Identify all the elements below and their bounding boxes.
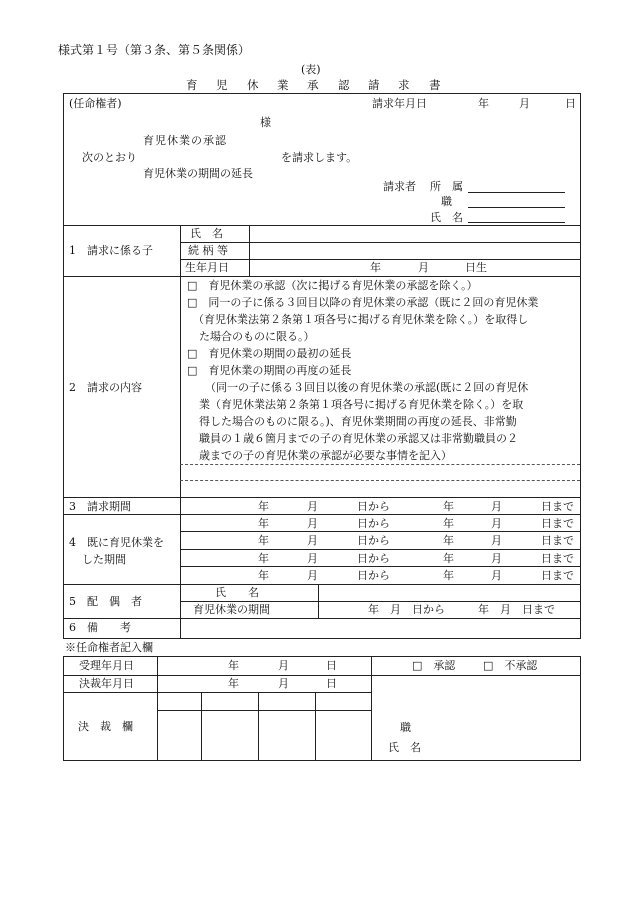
title-char: 書 [429,78,441,92]
section6-label: 6 備 考 [69,621,131,634]
section4-label-line2: した期間 [82,553,126,566]
request-date-label: 請求年月日 [372,97,427,110]
section4-label-line1: 4 既に育児休業を [69,536,164,549]
position-field[interactable] [468,207,565,208]
section2-label: 2 請求の内容 [69,381,142,394]
received-day: 日 [326,659,337,672]
affiliation-field[interactable] [468,192,565,193]
title-char: 休 [247,78,259,92]
office-note: ※任命権者記入欄 [65,641,153,654]
section1-label: 1 請求に係る子 [69,244,153,257]
child-birth-year: 年 [370,261,381,274]
to-day: 日まで [541,517,574,530]
to-day: 日まで [541,569,574,582]
approver-position-label: 職 [400,721,411,734]
from-year: 年 [258,534,269,547]
request-content-line: 得した場合のものに限る。)、育児休業期間の再度の延長、非常勤 [199,415,517,428]
from-day: 日から [357,569,390,582]
received-month: 月 [278,659,289,672]
request-content-line: 職員の１歳６箇月までの子の育児休業の承認又は非常勤職員の２ [199,432,518,445]
from-month: 月 [307,552,318,565]
to-day: 日まで [541,552,574,565]
section3-label: 3 請求期間 [69,500,131,513]
to-month: 月 [491,500,502,513]
to-day: 日まで [541,500,574,513]
from-month: 月 [307,569,318,582]
to-month: 月 [491,534,502,547]
reason-input-area[interactable] [181,466,579,479]
decision-column-label: 決 裁 欄 [78,720,133,733]
position-label: 職 [441,195,452,208]
requester-name-field[interactable] [468,222,565,223]
request-content-line: □ 同一の子に係る３回目以降の育児休業の承認（既に２回の育児休業 [187,296,539,309]
request-year-label: 年 [478,97,489,110]
title-char: 請 [368,78,380,92]
approver-name-label: 氏 名 [388,741,421,754]
from-month: 月 [307,517,318,530]
decided-year: 年 [228,677,239,690]
title-char: 認 [338,78,350,92]
from-year: 年 [258,569,269,582]
request-content-line: □ 育児休業の期間の再度の延長 [187,364,352,377]
as-follows: 次のとおり [82,151,137,164]
to-month: 月 [491,569,502,582]
section5-label: 5 配 偶 者 [69,595,142,608]
appointer-label: (任命権者) [69,97,122,110]
title-char: 育 [186,78,198,92]
spouse-name-label: 氏 名 [215,586,259,599]
request-content-line: 業（育児休業法第２条第１項各号に掲げる育児休業を除く。）を取 [199,398,524,411]
to-month: 月 [491,552,502,565]
from-day: 日から [357,517,390,530]
spouse-period-text: 年 月 日から 年 月 日まで [368,603,555,616]
to-year: 年 [443,500,454,513]
from-year: 年 [258,552,269,565]
affiliation-label: 所 属 [430,180,463,193]
child-birth-month: 月 [418,261,429,274]
decided-day: 日 [326,677,337,690]
from-month: 月 [307,500,318,513]
request-verb: を請求します。 [281,151,358,164]
request-day-label: 日 [565,97,576,110]
child-relation-label: 続 柄 等 [188,244,228,257]
request-content-line: （同一の子に係る３回目以後の育児休業の承認(既に２回の育児休 [205,381,529,394]
decided-month: 月 [278,677,289,690]
request-content-line: （育児休業法第２条第１項各号に掲げる育児休業を除く。）を取得し [193,313,529,326]
honorific: 様 [260,116,271,129]
request-content-line: た場合のものに限る。） [199,330,315,343]
to-year: 年 [443,534,454,547]
child-name-label: 氏 名 [190,227,223,240]
approve-checkbox[interactable]: □ 承認 [412,659,456,672]
title-char: 児 [216,78,228,92]
to-year: 年 [443,517,454,530]
from-day: 日から [357,500,390,513]
to-year: 年 [443,569,454,582]
from-month: 月 [307,534,318,547]
title-char: 承 [307,78,319,92]
form-number: 様式第１号（第３条、第５条関係） [58,43,251,57]
option-extension: 育児休業の期間の延長 [143,167,253,180]
option-approval: 育児休業の承認 [143,134,227,147]
from-day: 日から [357,534,390,547]
requester-name-label: 氏 名 [430,211,463,224]
decided-date-label: 決裁年月日 [79,677,134,690]
child-birth-suffix: 日生 [465,261,487,274]
title-char: 業 [277,78,289,92]
to-year: 年 [443,552,454,565]
to-day: 日まで [541,534,574,547]
received-year: 年 [228,659,239,672]
from-year: 年 [258,500,269,513]
child-birth-label: 生年月日 [185,261,229,274]
side-label: (表) [301,63,321,76]
from-day: 日から [357,552,390,565]
request-content-line: □ 育児休業の期間の最初の延長 [187,347,352,360]
to-month: 月 [491,517,502,530]
request-content-line: □ 育児休業の承認（次に掲げる育児休業の承認を除く。） [187,279,478,292]
spouse-period-label: 育児休業の期間 [193,603,270,616]
from-year: 年 [258,517,269,530]
title-char: 求 [398,78,410,92]
disapprove-checkbox[interactable]: □ 不承認 [483,659,538,672]
request-month-label: 月 [519,97,530,110]
request-content-line: 歳までの子の育児休業の承認が必要な事情を記入） [199,449,452,462]
received-date-label: 受理年月日 [79,659,134,672]
requester-label: 請求者 [383,180,416,193]
